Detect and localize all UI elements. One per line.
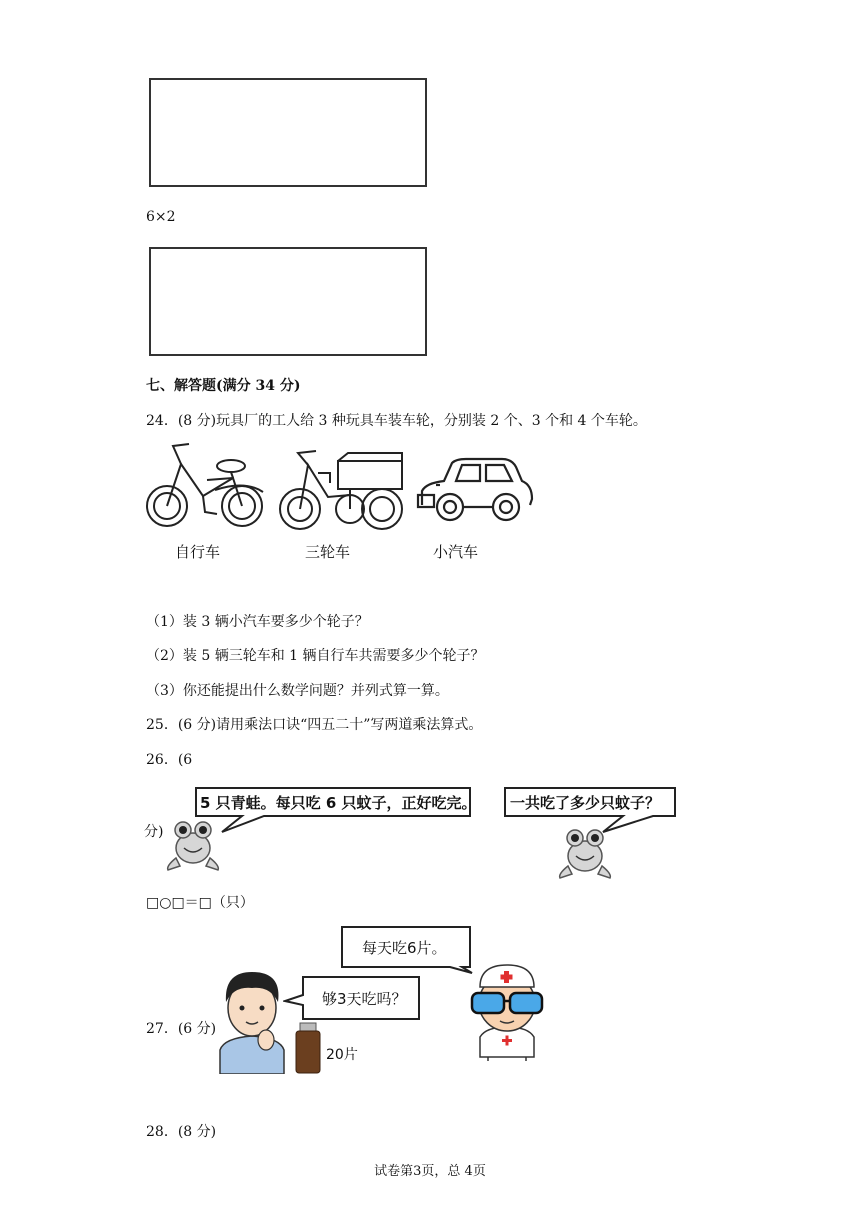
frog-icon bbox=[556, 826, 614, 880]
bubble-doctor-text: 每天吃6片。 bbox=[362, 939, 447, 957]
bicycle-illustration bbox=[145, 440, 267, 530]
doctor-illustration bbox=[466, 961, 548, 1061]
page-footer: 试卷第3页，总 4页 bbox=[374, 1164, 486, 1179]
bottle-label: 20片 bbox=[326, 1047, 358, 1063]
expression-6x2: 6×2 bbox=[146, 209, 176, 225]
q24-sub1: （1）装 3 辆小汽车要多少个轮子？ bbox=[146, 614, 369, 630]
frog-icon bbox=[164, 818, 222, 872]
tricycle-illustration bbox=[278, 447, 406, 535]
medicine-bottle-icon bbox=[294, 1022, 322, 1074]
bubble-right-text: 一共吃了多少只蚊子？ bbox=[510, 794, 661, 812]
q26-answer-line: □○□＝□（只） bbox=[146, 895, 254, 911]
bubble-left-text: 5 只青蛙。每只吃 6 只蚊子，正好吃完。 bbox=[200, 794, 477, 812]
q28-label: 28．(8 分) bbox=[146, 1124, 217, 1140]
car-illustration bbox=[416, 455, 534, 525]
vehicle-label-tricycle: 三轮车 bbox=[305, 543, 351, 561]
answer-box-1 bbox=[149, 78, 427, 187]
vehicle-label-bicycle: 自行车 bbox=[175, 543, 221, 561]
vehicle-label-car: 小汽车 bbox=[433, 543, 479, 561]
boy-illustration bbox=[214, 966, 290, 1074]
q24-text: 24．(8 分)玩具厂的工人给 3 种玩具车装车轮，分别装 2 个、3 个和 4 个车轮。 bbox=[146, 413, 647, 429]
q26-prefix: 26．(6 bbox=[146, 752, 193, 768]
q24-sub2: （2）装 5 辆三轮车和 1 辆自行车共需要多少个轮子？ bbox=[146, 648, 485, 664]
q24-sub3: （3）你还能提出什么数学问题？并列式算一算。 bbox=[146, 683, 449, 699]
q25-text: 25．(6 分)请用乘法口诀“四五二十”写两道乘法算式。 bbox=[146, 717, 483, 733]
section-title: 七、解答题(满分 34 分) bbox=[146, 378, 301, 394]
q27-label: 27．(6 分) bbox=[146, 1021, 217, 1037]
bubble-boy-text: 够3天吃吗？ bbox=[322, 990, 407, 1008]
answer-box-2 bbox=[149, 247, 427, 356]
q26-suffix: 分) bbox=[144, 824, 164, 840]
